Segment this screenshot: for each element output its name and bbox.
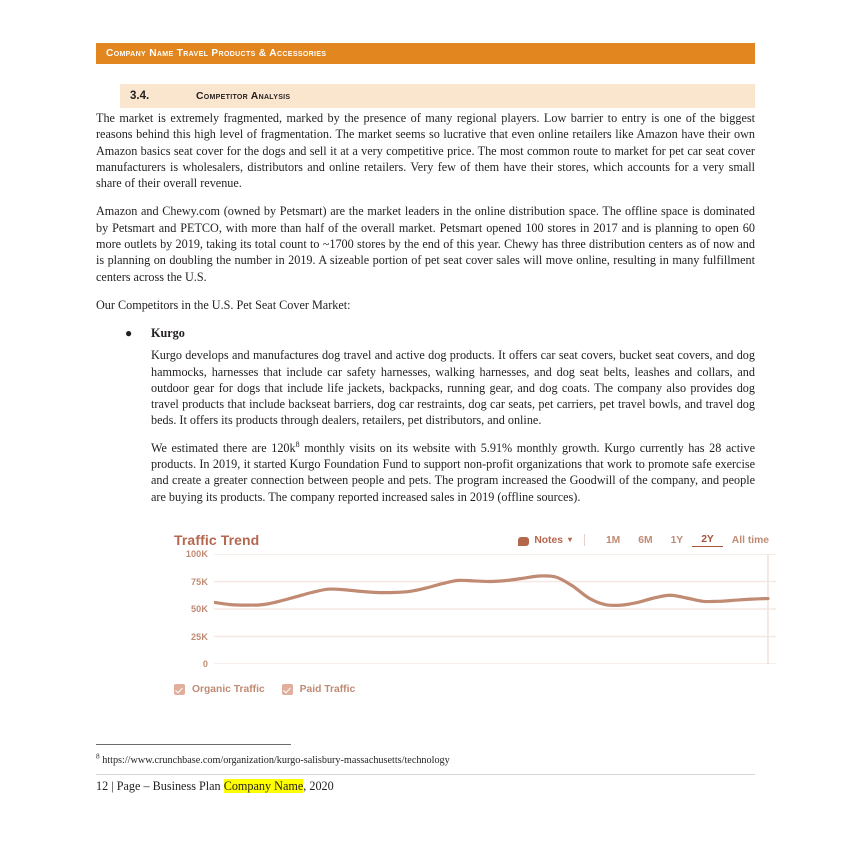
legend-label-organic-traffic: Organic Traffic [192,684,265,695]
legend-label-paid-traffic: Paid Traffic [299,684,356,695]
traffic-line-svg [214,554,776,664]
kurgo-stats-pre: We estimated there are 120k [151,440,296,455]
footnote-marker: 8 [96,751,100,761]
page-footer [96,778,755,794]
y-tick-75k: 75K [191,576,208,587]
bullet-label-kurgo: Kurgo [151,326,185,341]
chart-plot-area[interactable] [214,554,776,664]
competitors-intro: Our Competitors in the U.S. Pet Seat Cover Market: [96,297,351,312]
footnote-marker-inline: 8 [295,439,300,449]
chart-title: Traffic Trend [174,532,260,548]
paragraph-market-fragmentation: The market is extremely fragmented, marked by the presence of many regional players. Low barrier to entry is one of the biggest reasons behind this high level of fragmentation. The market seems so lucrative that even online retailers like Amazon have their own Amazon basics seat cover for the dogs and sell it at a very competitive price. The most common route to market for pet car seat cover manufacturers is wholesalers, distributors and online retailers. Very few of them have their stores, which accounts for a very small share of their overall revenue. [96,111,755,191]
paragraph-market-leaders: Amazon and Chewy.com (owned by Petsmart) are the market leaders in the online distribution space. The offline space is dominated by Petsmart and PETCO, with more than half of the overall market. Petsmart opened 100 stores in 2017 and is planning to open 60 more outlets by 2019, taking its total count to ~1700 stores by the end of this year. Chewy has three distribution centers as of now and is planning on doubling the number in 2019. A sizeable portion of pet seat cover sales will move online, resulting in many fulfillment centers across the U.S. [96,204,755,284]
notes-label: Notes [534,534,563,546]
chart-plot-wrapper [174,549,782,672]
chart-gridlines [214,554,776,664]
bullet-item-kurgo [96,325,755,341]
y-tick-25k: 25K [191,631,208,642]
paragraph-kurgo-products: Kurgo develops and manufactures dog travel and active dog products. It offers car seat covers, bucket seat covers, and dog hammocks, harnesses that include car safety harnesses, walking harnesses, and dog seat belts, leashes and collars, and outdoor gear for dogs that include life jackets, backpacks, running gear, and dog coats. The company also provides dog travel products that include backseat barriers, dog car restraints, dog car seats, pet carriers, pet travel bowls, and travel dog beds. It offers its products through dealers, retailers, pet distributors, and online. [151,348,755,428]
range-option-6m[interactable]: 6M [638,534,653,546]
traffic-trend-chart-card [160,521,792,717]
footer-suffix: , 2020 [303,779,334,793]
section-number: 3.4. [130,90,150,102]
speech-bubble-icon [518,537,529,546]
y-tick-0: 0 [202,659,208,669]
legend-item-organic-traffic[interactable] [174,684,265,695]
footnote-text [96,751,756,768]
range-option-2y[interactable]: 2Y [692,534,723,547]
y-tick-50k: 50K [191,604,208,614]
footer-prefix: 12 | Page – Business Plan [96,779,224,793]
chevron-down-icon: ▾ [567,534,572,544]
body-content [96,110,755,516]
chart-controls [518,534,778,547]
section-heading-band [120,84,755,108]
controls-divider [584,534,585,546]
y-tick-100k: 100K [185,549,208,559]
checkbox-checked-icon[interactable] [282,684,293,695]
y-axis-labels [174,549,208,669]
chart-legend [160,672,792,695]
kurgo-stats-post: monthly visits on its website with 5.91% monthly growth. Kurgo currently has 28 active products. In 2019, it started Kurgo Foundation Fund to support non-profit organizations that work to promote safe exercise and create a greater connection between people and pets. The program increased the Goodwill of the company, and people are buying its products. The company reported increased sales in 2019 (offline sources). [151,440,755,504]
organic-traffic-line [214,576,768,606]
range-option-1y[interactable]: 1Y [670,534,684,546]
footnote-url: https://www.crunchbase.com/organization/kurgo-salisbury-massachusetts/technology [99,755,450,766]
legend-item-paid-traffic[interactable] [282,684,356,695]
section-title: Competitor Analysis [196,90,291,102]
bullet-dot-icon: ● [125,326,133,341]
range-option-1m[interactable]: 1M [605,534,621,546]
paragraph-kurgo-stats [151,440,755,505]
footnote-separator-rule [96,744,291,745]
checkbox-checked-icon[interactable] [174,684,185,695]
notes-dropdown-button[interactable] [518,535,572,546]
footer-separator-rule [96,774,755,775]
kurgo-description-block [96,347,755,505]
range-option-all-time[interactable]: All time [731,534,769,546]
running-header [96,43,755,64]
chart-header [160,521,792,552]
footer-company-name-highlight: Company Name [223,779,304,793]
running-header-text: Company Name Travel Products & Accessories [106,48,327,59]
